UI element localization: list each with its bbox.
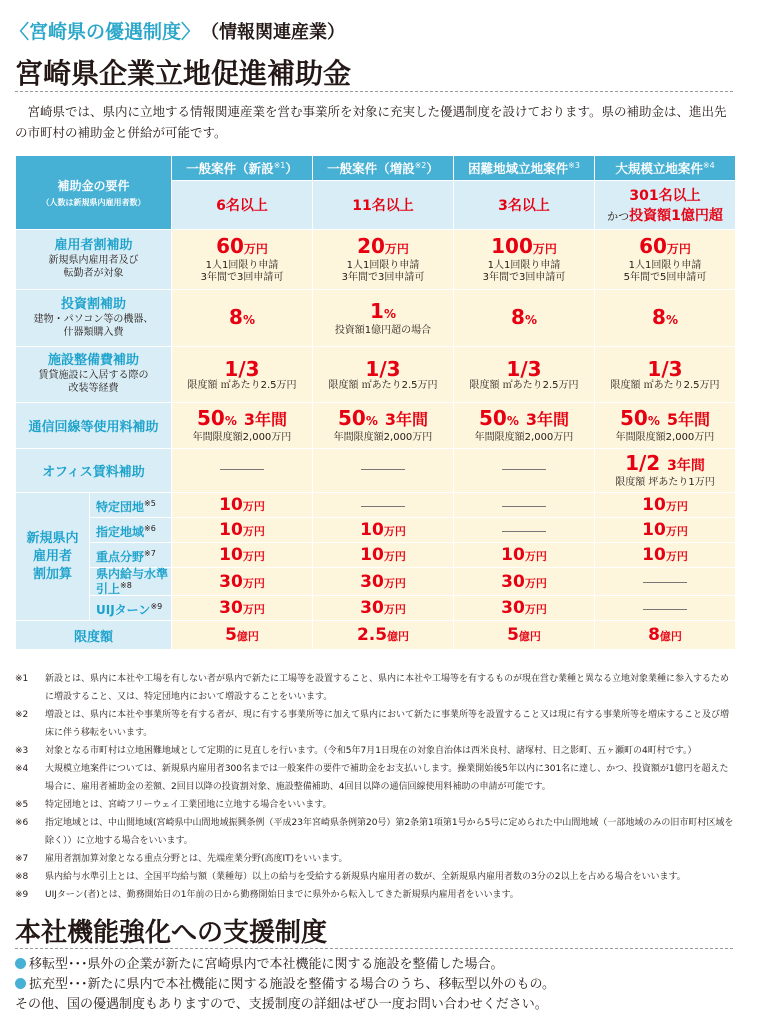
telecom-label: 通信回線等使用料補助 — [16, 403, 172, 449]
bonus-cell: 10万円 — [313, 543, 454, 568]
facility-cell: 1/3 限度額 ㎡あたり2.5万円 — [454, 347, 595, 403]
limit-cell: 5億円 — [172, 621, 313, 650]
col-header-difficult: 困難地域立地案件$^{※3}$ — [454, 156, 595, 181]
facility-label: 施設整備費補助 賃貸施設に入居する際の 改装等経費 — [16, 347, 172, 403]
header-bracketed: 〈宮崎県の優遇制度〉 — [10, 21, 201, 43]
bullet-dot-icon — [15, 958, 26, 969]
facility-cell: 1/3 限度額 ㎡あたり2.5万円 — [313, 347, 454, 403]
bonus-cell: 30万円 — [172, 568, 313, 596]
telecom-cell: 50% 5年間 年間限度額2,000万円 — [595, 403, 736, 449]
investment-label: 投資割補助 建物・パソコン等の機器、 什器類購入費 — [16, 290, 172, 347]
bonus-cell: 10万円 — [595, 518, 736, 543]
footnote: ※6 指定地域とは、中山間地域(宮崎県中山間地域振興条例（平成23年宮崎県条例第20号）第2条第1項第1号から5号に定められた中山間地域（一部地域のみの旧市町村区域を除く））に立地する場合をいいます。 — [15, 818, 734, 846]
bonus-cell-empty — [454, 493, 595, 518]
page-header — [10, 17, 345, 44]
limit-cell: 2.5億円 — [313, 621, 454, 650]
employment-cell: 60万円 1人1回限り申請 5年間で5回申請可 — [595, 230, 736, 290]
footnote: ※8 県内給与水準引上とは、全国平均給与額（業種毎）以上の給与を受給する新規県内雇用者の数が、全新規県内雇用者数の3分の2以上を占める場合をいいます。 — [15, 872, 686, 882]
office-cell-empty — [313, 449, 454, 493]
footnotes — [15, 670, 735, 904]
limit-cell: 8億円 — [595, 621, 736, 650]
investment-cell: 8% — [172, 290, 313, 347]
telecom-cell: 50% 3年間 年間限度額2,000万円 — [454, 403, 595, 449]
bonus-cell-empty — [595, 596, 736, 621]
bonus-cell: 10万円 — [172, 493, 313, 518]
footnote: ※5 特定団地とは、宮崎フリーウェイ工業団地に立地する場合をいいます。 — [15, 800, 332, 810]
bonus-cell-empty — [454, 518, 595, 543]
office-cell-large: 1/2 3年間 限度額 坪あたり1万円 — [595, 449, 736, 493]
bonus-label-juten: 重点分野$^{※7}$ — [90, 543, 172, 568]
telecom-cell: 50% 3年間 年間限度額2,000万円 — [172, 403, 313, 449]
bonus-label-kyuyo: 県内給与水準引上$^{※8}$ — [90, 568, 172, 596]
divider — [15, 91, 733, 92]
employment-cell: 20万円 1人1回限り申請 3年間で3回申請可 — [313, 230, 454, 290]
footnote: ※7 雇用者割加算対象となる重点分野とは、先端産業分野(高度IT)をいいます。 — [15, 854, 348, 864]
bonus-cell: 10万円 — [172, 543, 313, 568]
closing-text: その他、国の優遇制度もありますので、支援制度の詳細はぜひ一度お問い合わせください。 — [15, 997, 548, 1012]
limit-label: 限度額 — [16, 621, 172, 650]
bonus-label-shitei: 指定地域$^{※6}$ — [90, 518, 172, 543]
investment-cell: 8% — [454, 290, 595, 347]
limit-cell: 5億円 — [454, 621, 595, 650]
employment-cell: 100万円 1人1回限り申請 3年間で3回申請可 — [454, 230, 595, 290]
bonus-cell: 30万円 — [454, 568, 595, 596]
bonus-group-label: 新規県内 雇用者 割加算 — [16, 493, 90, 621]
bonus-label-tokutei: 特定団地$^{※5}$ — [90, 493, 172, 518]
req-value: 3名以上 — [454, 181, 595, 230]
bonus-cell-empty — [313, 493, 454, 518]
req-value-large: 301名以上 かつ投資額1億円超 — [595, 181, 736, 230]
telecom-cell: 50% 3年間 年間限度額2,000万円 — [313, 403, 454, 449]
req-value: 11名以上 — [313, 181, 454, 230]
col-header-large: 大規模立地案件$^{※4}$ — [595, 156, 736, 181]
investment-cell: 1% 投資額1億円超の場合 — [313, 290, 454, 347]
office-cell-empty — [172, 449, 313, 493]
bonus-cell: 10万円 — [595, 543, 736, 568]
employment-cell: 60万円 1人1回限り申請 3年間で3回申請可 — [172, 230, 313, 290]
footnote: ※2 増設とは、県内に本社や事業所等を有する者が、現に有する事業所等に加えて県内において新たに事業所等を設置すること又は現に有する事業所等を増床すること及び増床に伴う移転をいいます。 — [15, 710, 730, 738]
header-sub: （情報関連産業） — [210, 22, 346, 43]
page-title: 宮崎県企業立地促進補助金 — [15, 57, 352, 90]
col-header-expand: 一般案件（増設$^{※2}$） — [313, 156, 454, 181]
office-label: オフィス賃料補助 — [16, 449, 172, 493]
facility-cell: 1/3 限度額 ㎡あたり2.5万円 — [595, 347, 736, 403]
bonus-label-uij: UIJターン$^{※9}$ — [90, 596, 172, 621]
bullet-item: 移転型･･･県外の企業が新たに宮崎県内で本社機能に関する施設を整備した場合。 — [15, 955, 555, 975]
bonus-cell-empty — [595, 568, 736, 596]
bonus-cell: 10万円 — [595, 493, 736, 518]
bonus-cell: 10万円 — [454, 543, 595, 568]
bonus-cell: 10万円 — [313, 518, 454, 543]
footnote: ※1 新設とは、県内に本社や工場を有しない者が県内で新たに工場等を設置すること、県内に本社や工場等を有するものが現在営む業種と異なる立地対象業種に参入するために増設すること、又は、特定団地内において増設することをいいます。 — [15, 674, 730, 702]
section2-body — [15, 955, 555, 1015]
footnote: ※4 大規模立地案件については、新規県内雇用者300名までは一般案件の要件で補助金をお支払いします。操業開始後5年以内に301名に達し、かつ、投資額が1億円を超えた場合に、雇用者補助金の差額、2回目以降の投資割対象、施設整備補助、4回目以降の通信回線使用料補助の申請が可能です。 — [15, 764, 729, 792]
bonus-cell: 30万円 — [313, 568, 454, 596]
req-value: 6名以上 — [172, 181, 313, 230]
facility-cell: 1/3 限度額 ㎡あたり2.5万円 — [172, 347, 313, 403]
investment-cell: 8% — [595, 290, 736, 347]
bonus-cell: 10万円 — [172, 518, 313, 543]
subsidy-table — [15, 155, 736, 650]
requirement-header: 補助金の要件 （人数は新規県内雇用者数） — [16, 156, 172, 230]
divider — [15, 948, 733, 949]
bonus-cell: 30万円 — [454, 596, 595, 621]
bullet-item: 拡充型･･･新たに県内で本社機能に関する施設を整備する場合のうち、移転型以外のもの。 — [15, 975, 555, 995]
col-header-new: 一般案件（新設$^{※1}$） — [172, 156, 313, 181]
bonus-cell: 30万円 — [313, 596, 454, 621]
employment-label: 雇用者割補助 新規県内雇用者及び 転勤者が対象 — [16, 230, 172, 290]
section2-title: 本社機能強化への支援制度 — [15, 918, 328, 948]
bonus-cell: 30万円 — [172, 596, 313, 621]
footnote: ※3 対象となる市町村は立地困難地域として定期的に見直しを行います。（令和5年7月1日現在の対象自治体は西米良村、諸塚村、日之影町、五ヶ瀬町の4町村です。） — [15, 746, 697, 756]
footnote: ※9 UIJターン(者)とは、勤務開始日の1年前の日から勤務開始日までに県外から転入してきた新規県内雇用者をいいます。 — [15, 890, 519, 900]
office-cell-empty — [454, 449, 595, 493]
bullet-dot-icon — [15, 978, 26, 989]
intro-text: 宮崎県では、県内に立地する情報関連産業を営む事業所を対象に充実した優遇制度を設けております。県の補助金は、進出先の市町村の補助金と併給が可能です。 — [15, 104, 727, 140]
